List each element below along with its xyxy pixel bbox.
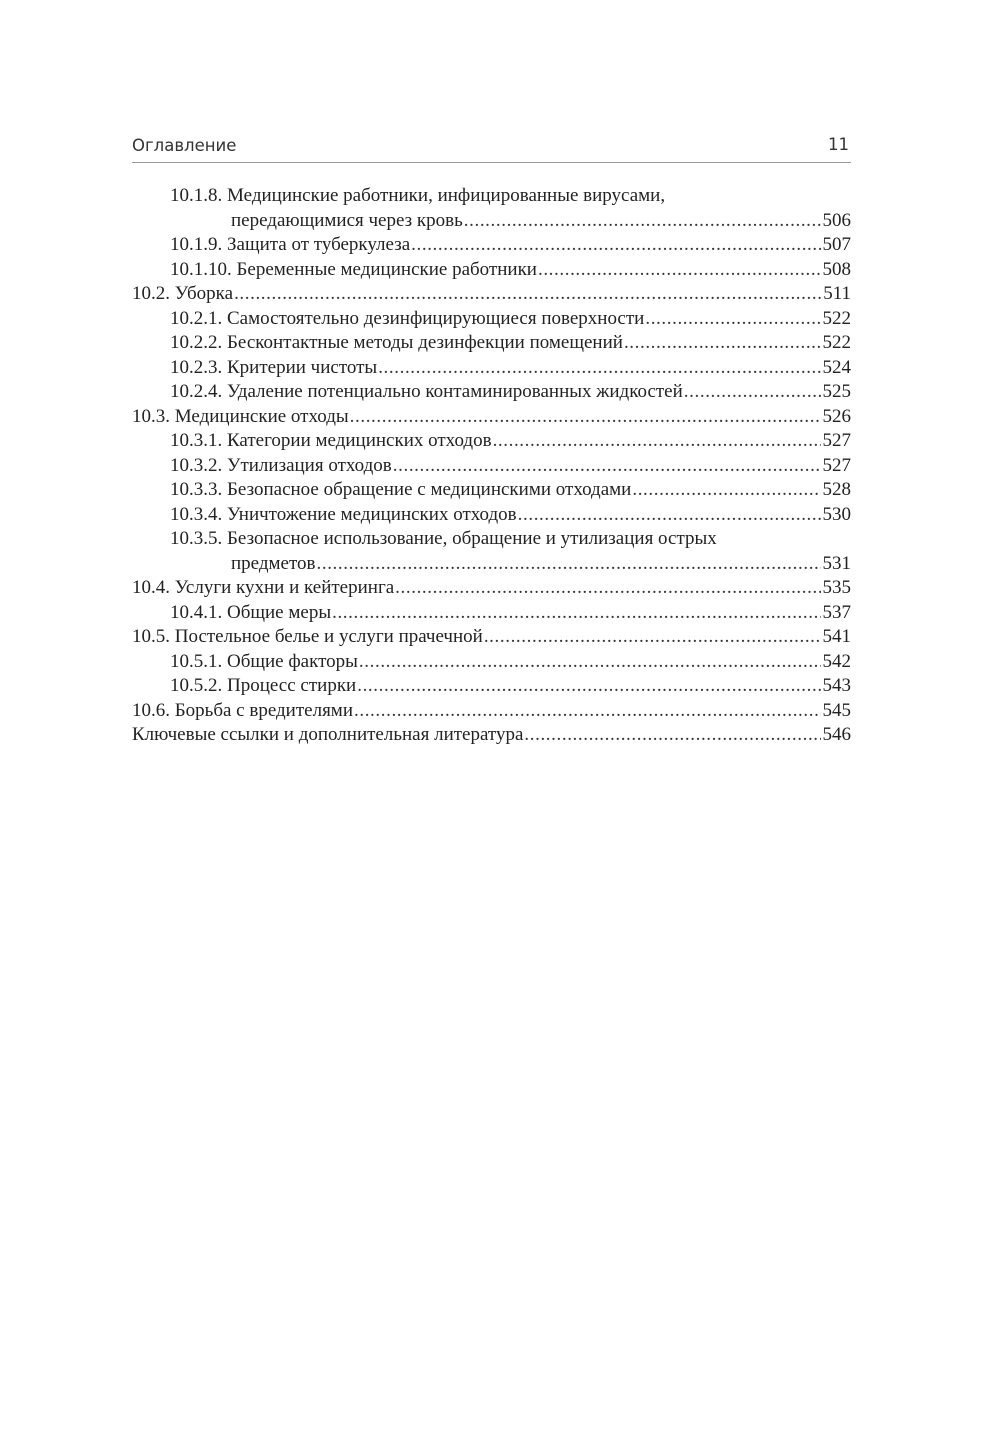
dot-leader: [350, 405, 821, 430]
toc-entry: [132, 576, 851, 601]
toc-entry: [132, 233, 851, 258]
toc-entry: [132, 429, 851, 454]
toc-entry: [132, 601, 851, 626]
dot-leader: [359, 650, 821, 675]
toc-entry-page: 528: [822, 479, 851, 500]
toc-entry-title: 10.4.1. Общие меры: [170, 601, 332, 623]
toc-entry-page: 535: [822, 577, 851, 598]
toc-entry-title: 10.3.5. Безопасное использование, обращение и утилизация острых: [170, 528, 717, 549]
dot-leader: [484, 625, 821, 650]
toc-entry-page: 522: [822, 307, 851, 329]
toc-entry-page: 525: [822, 381, 851, 402]
header-rule: [132, 162, 851, 163]
toc-entry-title: 10.1.8. Медицинские работники, инфицированные вирусами,: [170, 185, 666, 206]
toc-entry-page: 531: [822, 552, 851, 574]
toc-entry-title: передающимися через кровь: [231, 209, 463, 231]
page-number: 11: [828, 135, 849, 154]
toc-entry-title: 10.3. Медицинские отходы: [132, 405, 349, 427]
toc-entry: [132, 674, 851, 699]
toc-entry: [132, 209, 851, 234]
dot-leader: [357, 674, 820, 699]
toc-entry-page: 527: [822, 454, 851, 476]
dot-leader: [234, 282, 821, 307]
toc-entry-title: 10.1.9. Защита от туберкулеза: [170, 234, 411, 255]
dot-leader: [378, 356, 820, 381]
dot-leader: [393, 454, 821, 479]
toc-entry-title: 10.5.1. Общие факторы: [170, 650, 358, 672]
toc-entry-page: 543: [822, 675, 851, 696]
toc-entry-title: 10.5.2. Процесс стирки: [170, 675, 357, 696]
toc-entry-title: Ключевые ссылки и дополнительная литература: [132, 724, 524, 745]
toc-entry: [132, 258, 851, 283]
toc-entry-page: 507: [822, 234, 851, 255]
dot-leader: [332, 601, 820, 626]
table-of-contents: [132, 184, 851, 748]
toc-entry: [132, 503, 851, 528]
toc-entry-title: 10.2.2. Бесконтактные методы дезинфекции помещений: [170, 332, 623, 353]
toc-entry-page: 527: [822, 430, 851, 451]
dot-leader: [632, 478, 820, 503]
toc-entry: [132, 356, 851, 381]
toc-entry: [132, 184, 851, 209]
toc-entry-title: 10.2.3. Критерии чистоты: [170, 356, 378, 378]
toc-entry-page: 506: [822, 209, 851, 231]
toc-entry-title: 10.3.2. Утилизация отходов: [170, 454, 392, 476]
toc-entry-page: 530: [822, 503, 851, 525]
toc-entry-title: 10.2.1. Самостоятельно дезинфицирующиеся поверхности: [170, 307, 645, 329]
toc-entry-title: 10.4. Услуги кухни и кейтеринга: [132, 577, 395, 598]
dot-leader: [538, 258, 821, 283]
toc-entry: [132, 699, 851, 724]
toc-entry: [132, 307, 851, 332]
dot-leader: [524, 723, 820, 748]
toc-entry-title: 10.6. Борьба с вредителями: [132, 699, 353, 721]
dot-leader: [518, 503, 821, 528]
dot-leader: [354, 699, 821, 724]
toc-entry-page: 511: [823, 283, 851, 304]
toc-entry-page: 526: [822, 405, 851, 427]
toc-entry-page: 537: [822, 601, 851, 623]
toc-entry-page: 541: [822, 626, 851, 647]
toc-entry-title: 10.2.4. Удаление потенциально контаминированных жидкостей: [170, 381, 683, 402]
dot-leader: [317, 552, 821, 577]
toc-entry-page: 522: [822, 332, 851, 353]
dot-leader: [395, 576, 820, 601]
toc-entry: [132, 625, 851, 650]
toc-entry-title: 10.3.3. Безопасное обращение с медицинскими отходами: [170, 479, 632, 500]
running-head: [132, 132, 851, 162]
toc-entry: [132, 650, 851, 675]
toc-entry-title: предметов: [231, 552, 316, 574]
toc-entry-title: 10.3.1. Категории медицинских отходов: [170, 430, 492, 451]
dot-leader: [464, 209, 821, 234]
dot-leader: [645, 307, 820, 332]
dot-leader: [624, 331, 821, 356]
toc-entry-page: 546: [822, 724, 851, 745]
toc-entry-page: 542: [822, 650, 851, 672]
toc-entry-page: 524: [822, 356, 851, 378]
toc-entry: [132, 723, 851, 748]
toc-entry-page: 508: [822, 258, 851, 280]
toc-entry-title: 10.2. Уборка: [132, 283, 234, 304]
toc-entry: [132, 527, 851, 552]
toc-entry: [132, 282, 851, 307]
running-head-title: Оглавление: [132, 136, 237, 155]
toc-entry: [132, 478, 851, 503]
toc-entry-title: 10.3.4. Уничтожение медицинских отходов: [170, 503, 517, 525]
toc-entry: [132, 552, 851, 577]
toc-entry: [132, 454, 851, 479]
dot-leader: [493, 429, 821, 454]
toc-entry-page: 545: [822, 699, 851, 721]
dot-leader: [684, 380, 821, 405]
toc-entry: [132, 331, 851, 356]
toc-entry-title: 10.5. Постельное белье и услуги прачечной: [132, 626, 483, 647]
toc-entry: [132, 405, 851, 430]
toc-entry: [132, 380, 851, 405]
toc-entry-title: 10.1.10. Беременные медицинские работники: [170, 258, 537, 280]
dot-leader: [411, 233, 820, 258]
